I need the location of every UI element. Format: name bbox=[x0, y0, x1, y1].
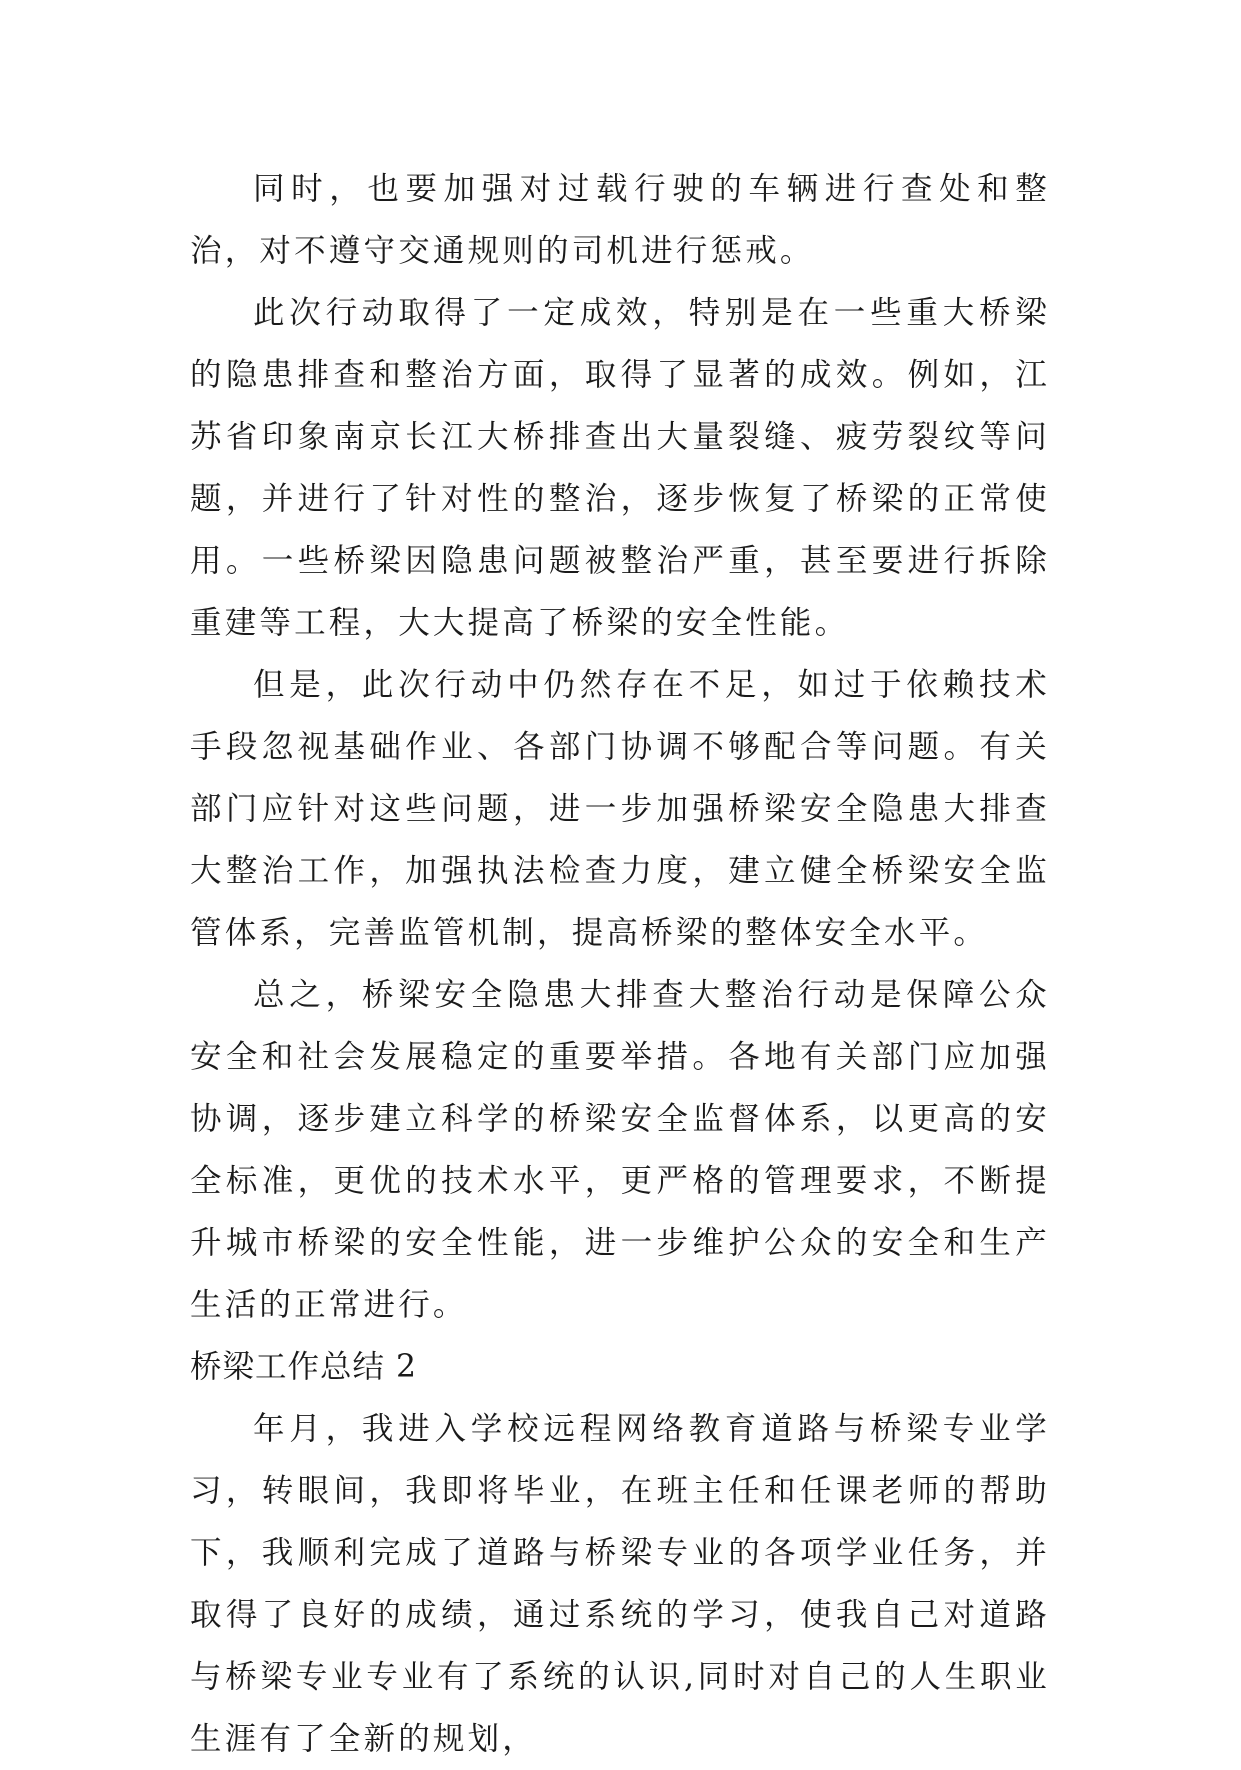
document-body bbox=[190, 158, 1050, 1770]
paragraph-vehicle-overload: 同时，也要加强对过载行驶的车辆进行查处和整治，对不遵守交通规则的司机进行惩戒。 bbox=[190, 171, 1050, 269]
paragraph-study-summary: 年月，我进入学校远程网络教育道路与桥梁专业学习，转眼间，我即将毕业，在班主任和任课老师的帮助下，我顺利完成了道路与桥梁专业的各项学业任务，并取得了良好的成绩，通过系统的学习，使我自己对道路与桥梁专业专业有了系统的认识,同时对自己的人生职业生涯有了全新的规划， bbox=[190, 1411, 1050, 1757]
paragraph-shortcomings: 但是，此次行动中仍然存在不足，如过于依赖技术手段忽视基础作业、各部门协调不够配合等问题。有关部门应针对这些问题，进一步加强桥梁安全隐患大排查大整治工作，加强执法检查力度，建立健全桥梁安全监管体系，完善监管机制，提高桥梁的整体安全水平。 bbox=[190, 667, 1050, 951]
section-heading: 桥梁工作总结 2 bbox=[190, 1349, 418, 1385]
paragraph-conclusion: 总之，桥梁安全隐患大排查大整治行动是保障公众安全和社会发展稳定的重要举措。各地有关部门应加强协调，逐步建立科学的桥梁安全监督体系，以更高的安全标准，更优的技术水平，更严格的管理要求，不断提升城市桥梁的安全性能，进一步维护公众的安全和生产生活的正常进行。 bbox=[190, 977, 1050, 1323]
paragraph-results: 此次行动取得了一定成效，特别是在一些重大桥梁的隐患排查和整治方面，取得了显著的成效。例如，江苏省印象南京长江大桥排查出大量裂缝、疲劳裂纹等问题，并进行了针对性的整治，逐步恢复了桥梁的正常使用。一些桥梁因隐患问题被整治严重，甚至要进行拆除重建等工程，大大提高了桥梁的安全性能。 bbox=[190, 295, 1050, 641]
